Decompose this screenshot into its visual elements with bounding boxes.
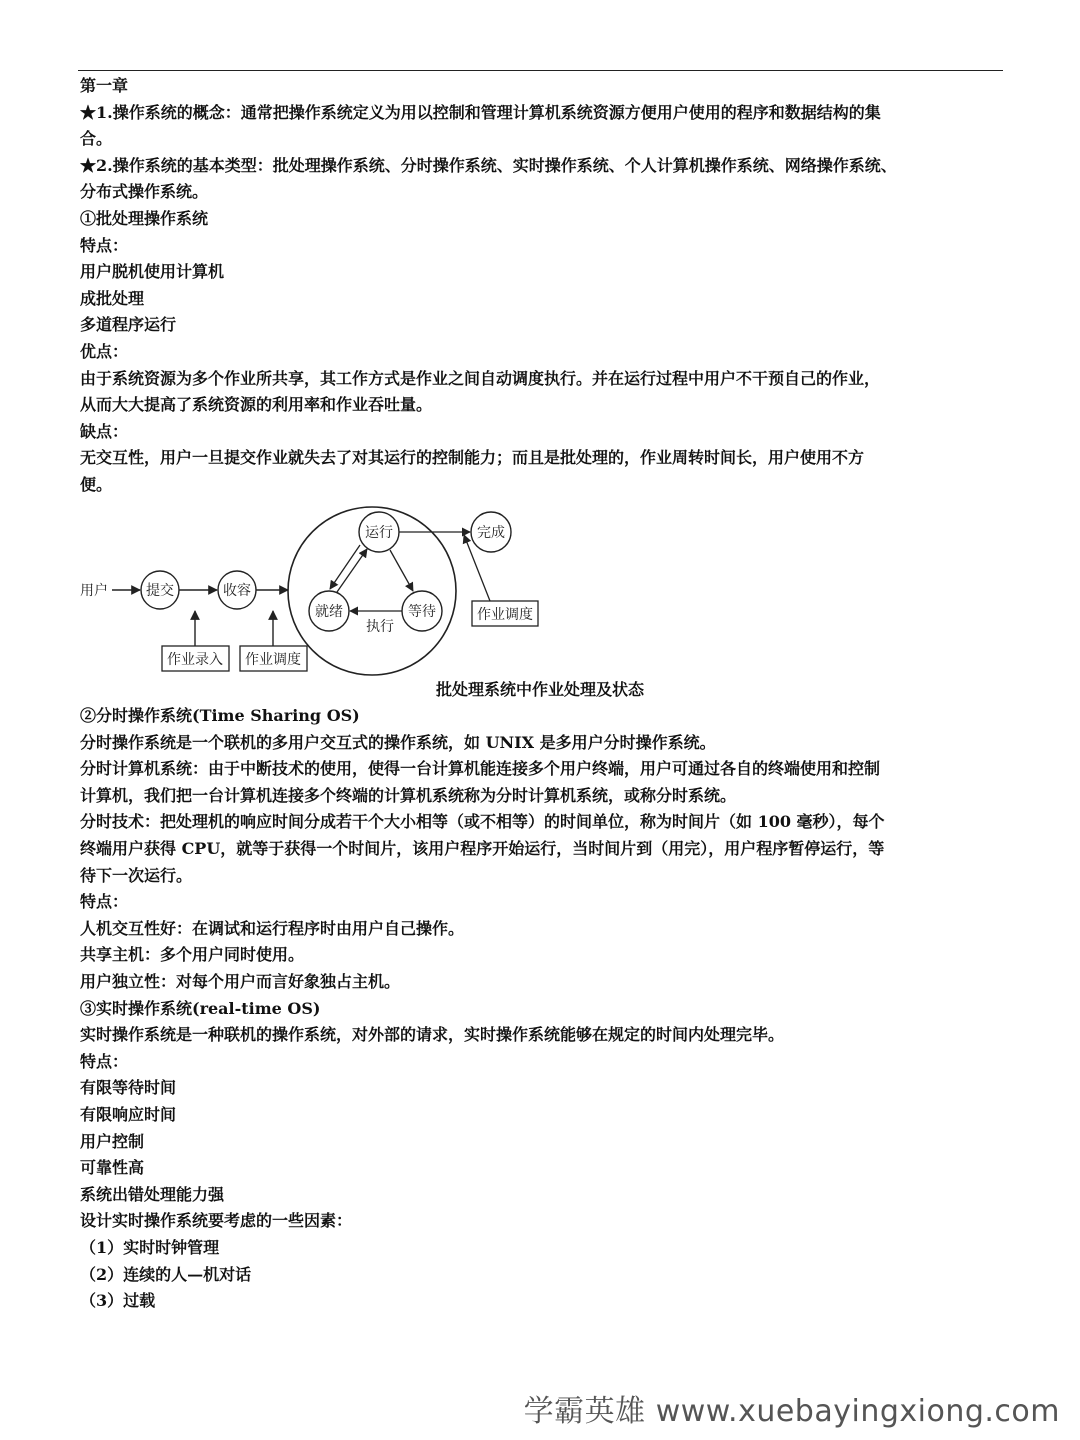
batch-diagram	[80, 505, 1000, 677]
batch-feature: 成批处理	[80, 288, 145, 308]
realtime-feature: 系统出错处理能力强	[80, 1184, 225, 1204]
batch-pros-line1: 由于系统资源为多个作业所共享，其工作方式是作业之间自动调度执行。并在运行过程中用户不干预自己的作业，	[80, 368, 881, 388]
job-sched-left-label: 作业调度	[245, 651, 301, 668]
submit-label: 提交	[146, 582, 174, 599]
batch-pros-label: 优点：	[80, 341, 129, 361]
timeshare-p2-line2: 计算机，我们把一台计算机连接多个终端的计算机系统称为分时计算机系统，或称分时系统。	[80, 785, 737, 805]
timeshare-feature: 人机交互性好：在调试和运行程序时由用户自己操作。	[80, 918, 465, 938]
header-rule	[78, 70, 1003, 71]
batch-cons-line1: 无交互性，用户一旦提交作业就失去了对其运行的控制能力；而且是批处理的，作业周转时间长，用户使用不方	[80, 448, 865, 468]
batch-cons-label: 缺点：	[80, 421, 129, 441]
realtime-design-item: （1）实时时钟管理	[80, 1237, 220, 1257]
timeshare-p2-line1: 分时计算机系统：由于中断技术的使用，使得一台计算机能连接多个用户终端，用户可通过各自的终端使用和控制	[80, 759, 881, 779]
accept-label: 收容	[223, 582, 251, 599]
timeshare-feature: 共享主机：多个用户同时使用。	[80, 945, 305, 965]
document-page	[80, 73, 1000, 1315]
realtime-title: ③实时操作系统(real-time OS)	[80, 998, 321, 1018]
job-entry-label: 作业录入	[167, 651, 223, 668]
chapter-heading: 第一章	[80, 76, 129, 95]
batch-pros-line2: 从而大大提高了系统资源的利用率和作业吞吐量。	[80, 395, 433, 415]
batch-features-label: 特点：	[80, 235, 129, 255]
batch-feature: 多道程序运行	[80, 315, 177, 335]
realtime-feature: 可靠性高	[80, 1158, 145, 1178]
os-types-line2: 分布式操作系统。	[80, 182, 209, 202]
realtime-design-item: （2）连续的人—机对话	[80, 1264, 252, 1284]
os-types-line1: ★2.操作系统的基本类型：批处理操作系统、分时操作系统、实时操作系统、个人计算机操作系统、网络操作系统、	[80, 155, 897, 175]
realtime-design-label: 设计实时操作系统要考虑的一些因素：	[80, 1211, 353, 1231]
batch-cons-line2: 便。	[80, 474, 113, 494]
watermark: 学霸英雄 www.xuebayingxiong.com	[523, 1394, 1060, 1429]
batch-diagram-svg	[80, 505, 1000, 677]
diagram-caption: 批处理系统中作业处理及状态	[435, 679, 644, 699]
timeshare-p3-line1: 分时技术：把处理机的响应时间分成若干个大小相等（或不相等）的时间单位，称为时间片（如 100 毫秒），每个	[80, 812, 885, 832]
batch-feature: 用户脱机使用计算机	[80, 262, 225, 282]
done-label: 完成	[477, 524, 505, 541]
wait-label: 等待	[408, 603, 436, 620]
ready-label: 就绪	[315, 603, 343, 620]
os-definition-line2: 合。	[80, 129, 113, 149]
run-label: 运行	[365, 524, 393, 541]
timeshare-p1: 分时操作系统是一个联机的多用户交互式的操作系统，如 UNIX 是多用户分时操作系统。	[80, 732, 716, 752]
timeshare-features-label: 特点：	[80, 892, 129, 912]
realtime-features-label: 特点：	[80, 1051, 129, 1071]
timeshare-feature: 用户独立性：对每个用户而言好象独占主机。	[80, 972, 401, 992]
user-label: 用户	[80, 582, 108, 599]
os-definition-line1: ★1.操作系统的概念：通常把操作系统定义为用以控制和管理计算机系统资源方便用户使用的程序和数据结构的集	[80, 102, 881, 122]
star-icon: ★	[80, 102, 97, 122]
realtime-feature: 有限等待时间	[80, 1078, 177, 1098]
timeshare-p3-line2: 终端用户获得 CPU，就等于获得一个时间片，该用户程序开始运行，当时间片到（用完），用户程序暂停运行，等	[80, 839, 885, 859]
realtime-design-item: （3）过载	[80, 1291, 156, 1311]
realtime-feature: 有限响应时间	[80, 1105, 177, 1124]
job-sched-right-label: 作业调度	[477, 606, 533, 623]
timeshare-title: ②分时操作系统(Time Sharing OS)	[80, 706, 360, 726]
realtime-p1: 实时操作系统是一种联机的操作系统，对外部的请求，实时操作系统能够在规定的时间内处理完毕。	[80, 1025, 785, 1045]
timeshare-p3-line3: 待下一次运行。	[80, 865, 193, 885]
execute-label: 执行	[366, 618, 394, 635]
realtime-feature: 用户控制	[80, 1131, 145, 1151]
batch-title: ①批处理操作系统	[80, 208, 209, 228]
star-icon: ★	[80, 155, 97, 175]
